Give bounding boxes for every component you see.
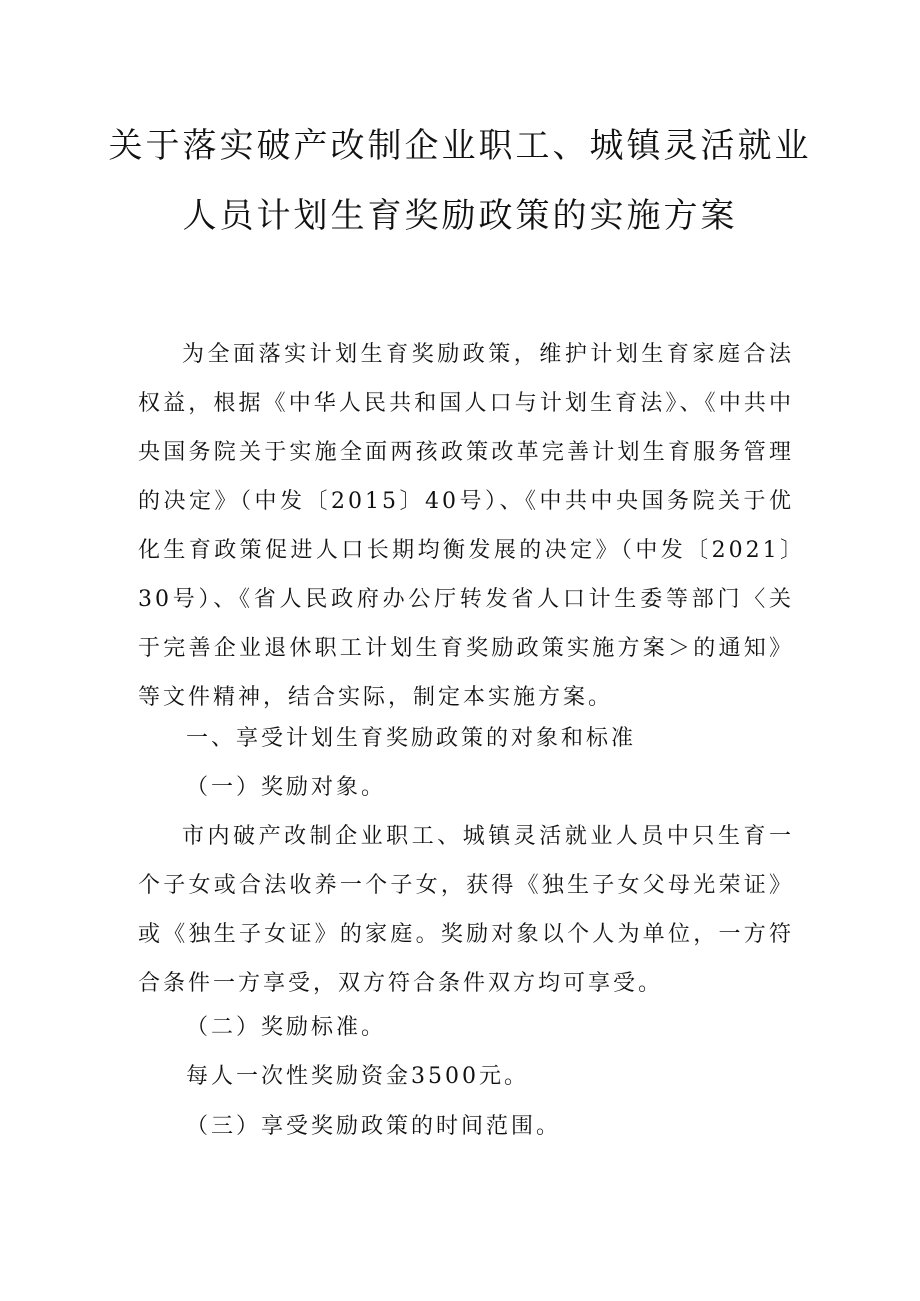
intro-paragraph-block [138,330,794,722]
subsection-1-paragraph: 市内破产改制企业职工、城镇灵活就业人员中只生育一个子女或合法收养一个子女，获得《独生子女父母光荣证》或《独生子女证》的家庭。奖励对象以个人为单位，一方符合条件一方享受，双方符合条件双方均可享受。 [138,824,794,996]
subsection-1-paragraph-block [138,812,794,1008]
subsection-2-content: 每人一次性奖励资金3500元。 [186,1064,529,1089]
subsection-1-heading: （一）奖励对象。 [186,775,387,800]
subsection-3-heading: （三）享受奖励政策的时间范围。 [186,1114,562,1139]
intro-paragraph: 为全面落实计划生育奖励政策，维护计划生育家庭合法权益，根据《中华人民共和国人口与计划生育法》、《中共中央国务院关于实施全面两孩政策改革完善计划生育服务管理的决定》（中发〔2015〕40号）、《中共中央国务院关于优化生育政策促进人口长期均衡发展的决定》（中发〔2021〕30号）、《省人民政府办公厅转发省人口计生委等部门〈关于完善企业退休职工计划生育奖励政策实施方案＞的通知》等文件精神，结合实际，制定本实施方案。 [138,342,794,710]
section-1-heading: 一、享受计划生育奖励政策的对象和标准 [186,726,637,751]
document-title-line-2: 人员计划生育奖励政策的实施方案 [182,196,738,236]
subsection-2-heading: （二）奖励标准。 [186,1015,387,1040]
document-title-line-1: 关于落实破产改制企业职工、城镇灵活就业 [108,126,812,166]
